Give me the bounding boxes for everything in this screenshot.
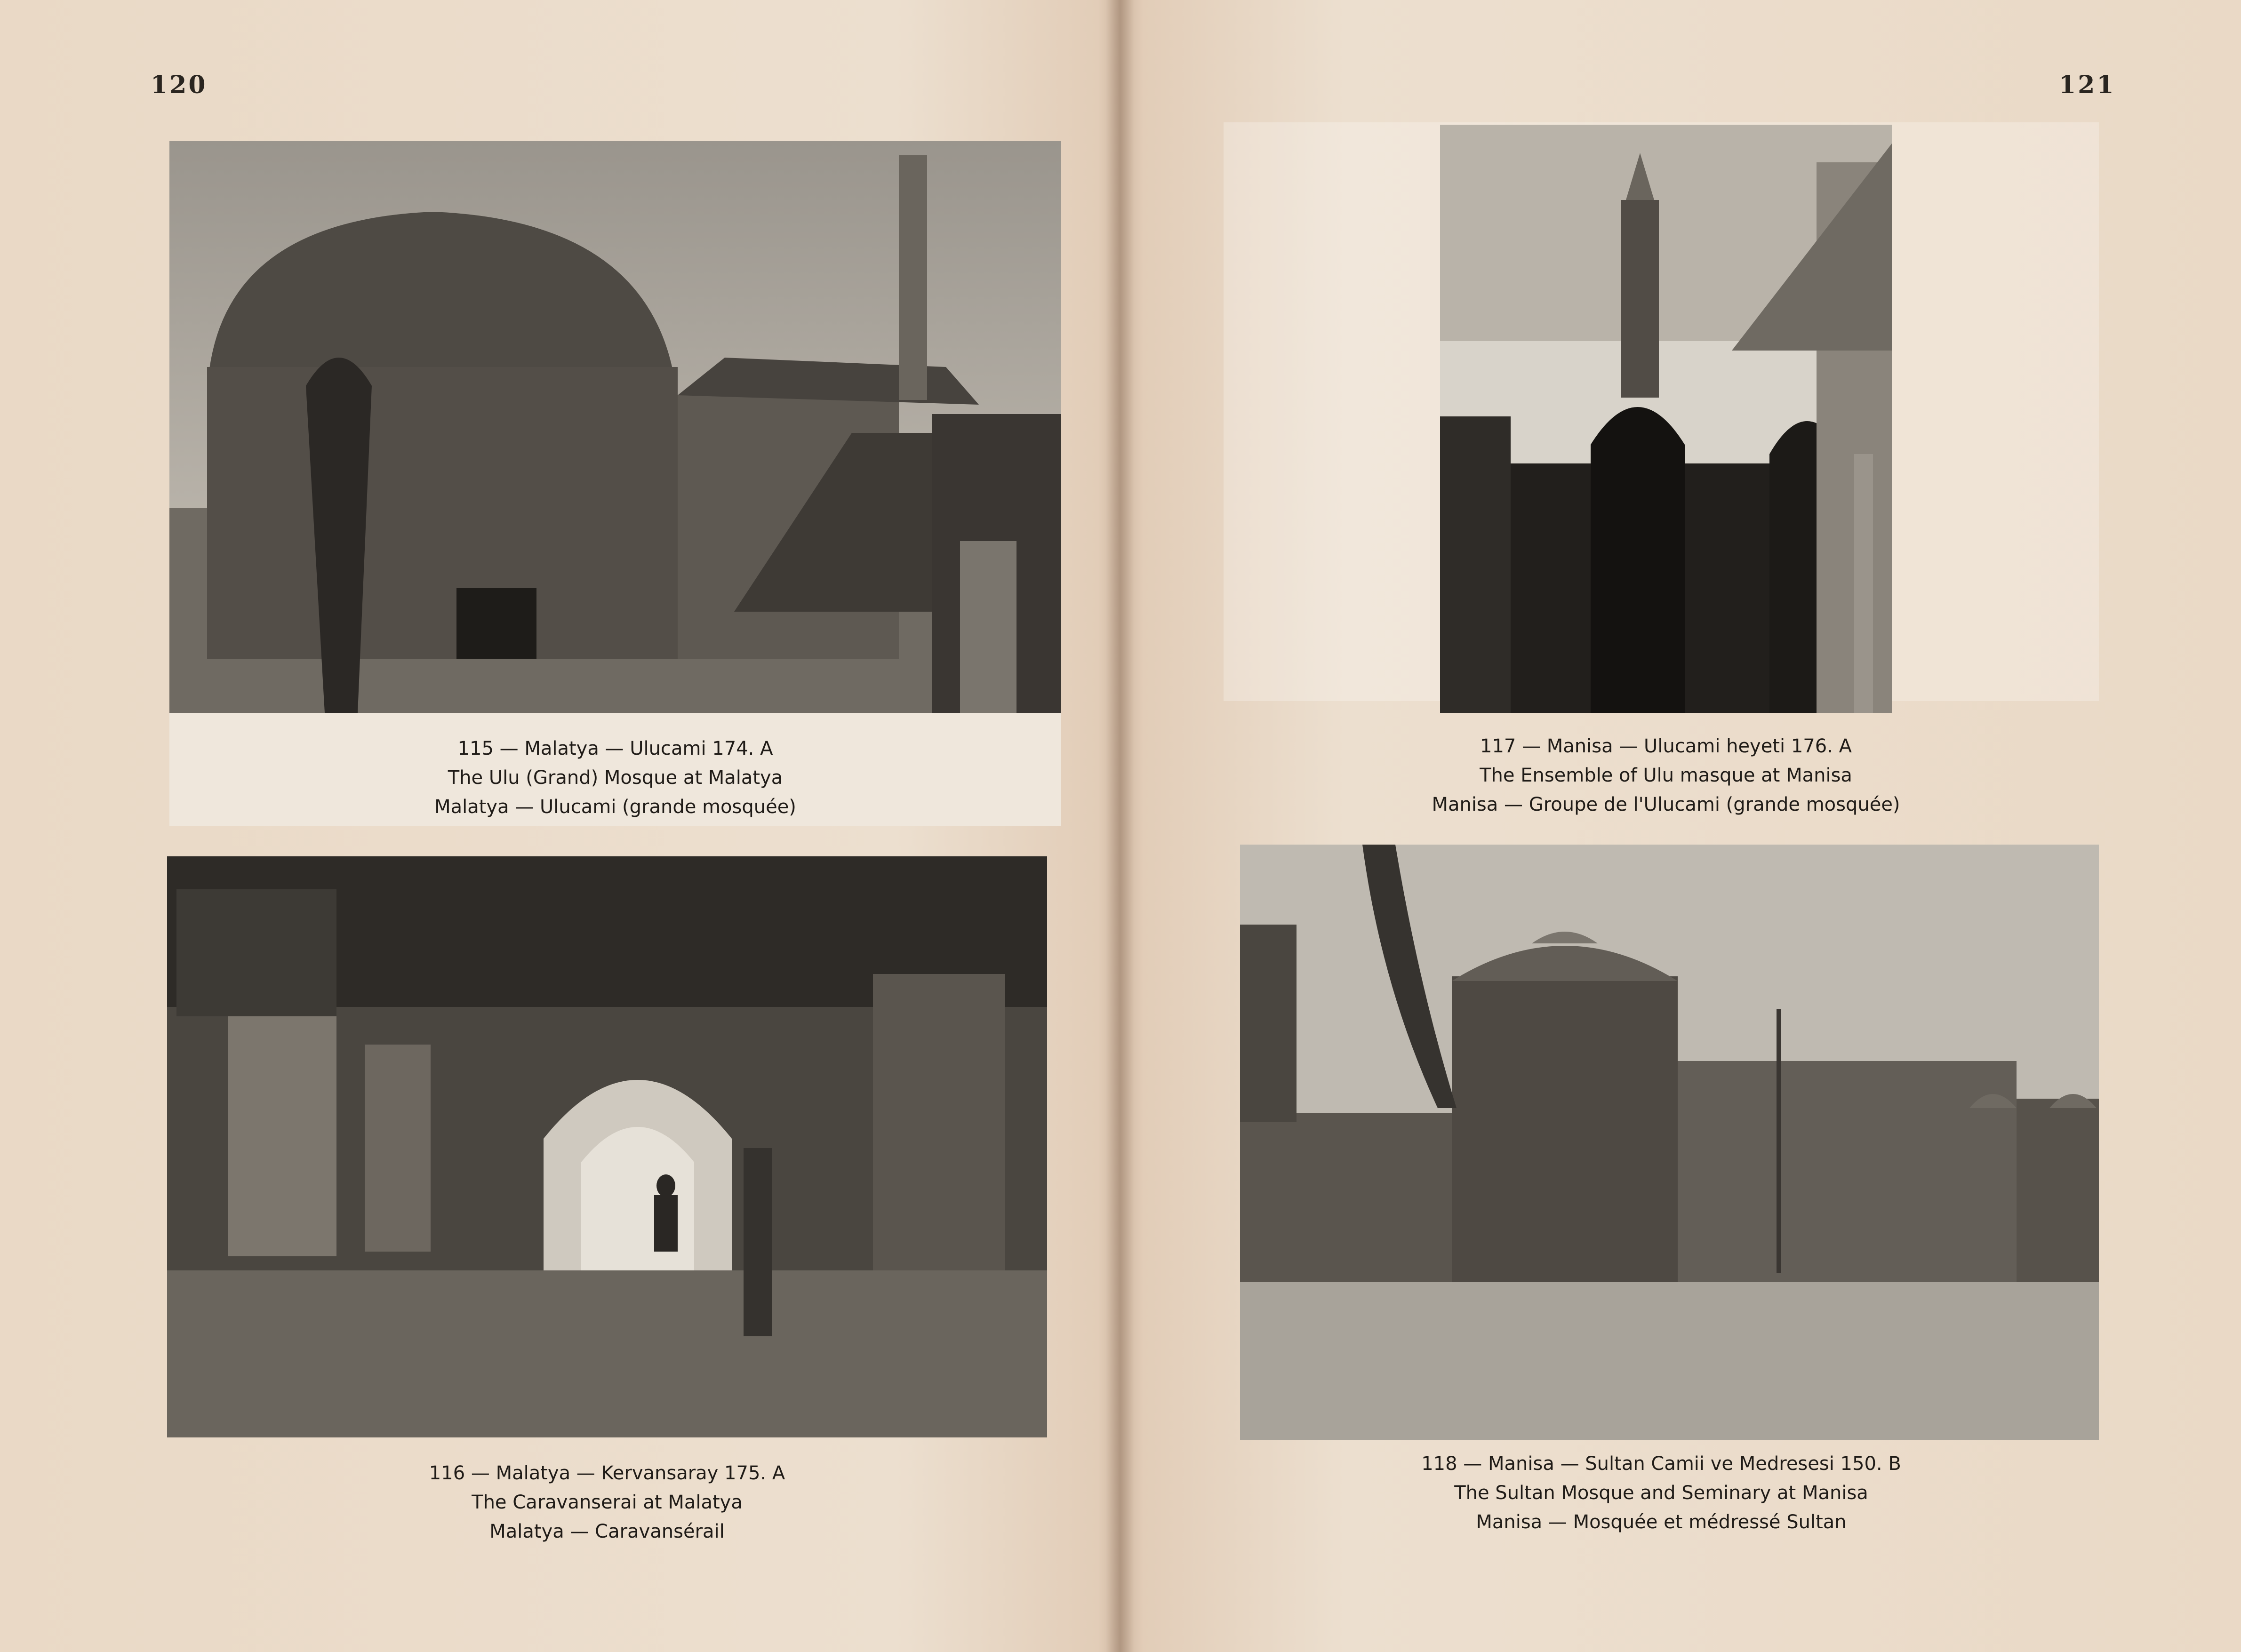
page-number-right: 121 <box>2059 71 2116 99</box>
caption-116-line-3: Malatya — Caravansérail <box>489 1521 725 1542</box>
photo-manisa-sultan-mosque-image <box>1240 845 2099 1440</box>
caption-117-line-3: Manisa — Groupe de l'Ulucami (grande mosquée) <box>1432 794 1900 815</box>
caption-118 <box>1280 1449 2042 1537</box>
page-number-left: 120 <box>151 71 208 99</box>
caption-117 <box>1346 732 1986 819</box>
photo-manisa-ulucami-image <box>1440 125 1892 713</box>
caption-115-line-3: Malatya — Ulucami (grande mosquée) <box>434 796 796 818</box>
caption-118-line-2: The Sultan Mosque and Seminary at Manisa <box>1454 1482 1868 1504</box>
photo-malatya-ulucami <box>169 141 1061 713</box>
caption-115-line-2: The Ulu (Grand) Mosque at Malatya <box>448 767 783 789</box>
caption-115-line-1: 115 — Malatya — Ulucami 174. A <box>457 738 773 759</box>
caption-116 <box>167 1459 1047 1546</box>
caption-116-line-2: The Caravanserai at Malatya <box>472 1492 743 1513</box>
caption-118-line-1: 118 — Manisa — Sultan Camii ve Medresesi 150. B <box>1421 1453 1901 1475</box>
caption-115 <box>169 734 1061 822</box>
caption-117-line-2: The Ensemble of Ulu masque at Manisa <box>1480 765 1852 786</box>
photo-manisa-ulucami <box>1440 125 1892 713</box>
caption-118-line-3: Manisa — Mosquée et médressé Sultan <box>1476 1511 1847 1533</box>
photo-malatya-ulucami-image <box>169 141 1061 713</box>
photo-manisa-sultan-mosque <box>1240 845 2099 1440</box>
book-gutter <box>1106 0 1134 1652</box>
caption-116-line-1: 116 — Malatya — Kervansaray 175. A <box>429 1462 785 1484</box>
photo-malatya-caravanserai <box>167 856 1047 1437</box>
caption-117-line-1: 117 — Manisa — Ulucami heyeti 176. A <box>1480 735 1852 757</box>
photo-malatya-caravanserai-image <box>167 856 1047 1437</box>
